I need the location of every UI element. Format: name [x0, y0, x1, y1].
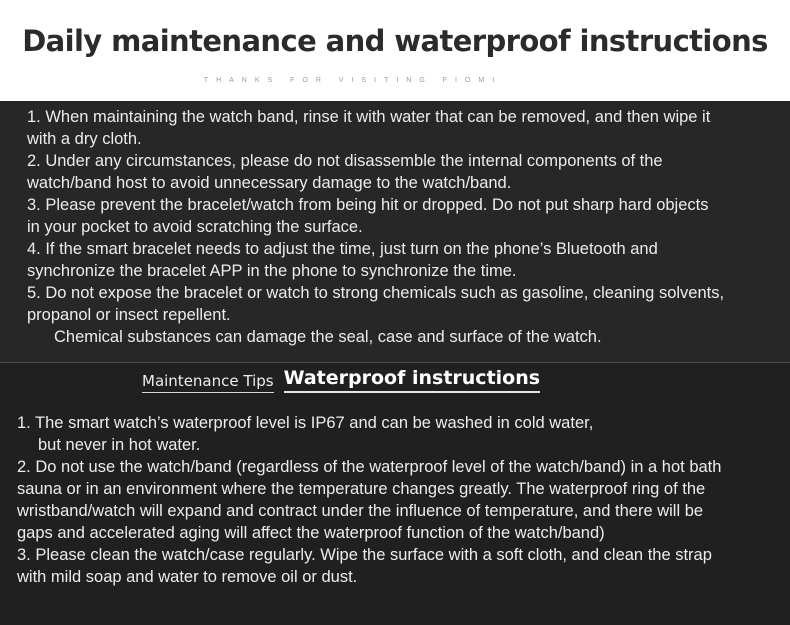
waterproof-line: 3. Please clean the watch/case regularly. Wipe the surface with a soft cloth, and clean the strap — [17, 546, 712, 564]
waterproof-section — [0, 362, 790, 625]
waterproof-line: but never in hot water. — [38, 436, 201, 454]
maintenance-line: 3. Please prevent the bracelet/watch from being hit or dropped. Do not put sharp hard objects — [27, 196, 709, 214]
waterproof-line: sauna or in an environment where the temperature changes greatly. The waterproof ring of the — [17, 480, 706, 498]
section-tabs — [142, 366, 540, 393]
maintenance-line: propanol or insect repellent. — [27, 306, 231, 324]
maintenance-line: 2. Under any circumstances, please do not disassemble the internal components of the — [27, 152, 663, 170]
maintenance-line: 1. When maintaining the watch band, rinse it with water that can be removed, and then wipe it — [27, 108, 711, 126]
waterproof-line: wristband/watch will expand and contract under the influence of temperature, and there will be — [17, 502, 704, 520]
maintenance-line: 4. If the smart bracelet needs to adjust the time, just turn on the phone’s Bluetooth and — [27, 240, 658, 258]
tab-maintenance-tips[interactable]: Maintenance Tips — [142, 371, 274, 393]
page-title: Daily maintenance and waterproof instructions — [22, 24, 768, 58]
maintenance-line: watch/band host to avoid unnecessary damage to the watch/band. — [27, 174, 512, 192]
waterproof-text — [17, 412, 721, 588]
maintenance-line: Chemical substances can damage the seal, case and surface of the watch. — [54, 328, 602, 346]
page-subtitle: THANKS FOR VISITING FIOMI — [203, 77, 503, 84]
waterproof-line: 2. Do not use the watch/band (regardless of the waterproof level of the watch/band) in a hot bath — [17, 458, 722, 476]
maintenance-section — [0, 101, 790, 362]
waterproof-line: gaps and accelerated aging will affect the waterproof function of the watch/band) — [17, 524, 605, 542]
maintenance-line: with a dry cloth. — [27, 130, 142, 148]
waterproof-line: with mild soap and water to remove oil or dust. — [17, 568, 358, 586]
tab-waterproof-instructions[interactable]: Waterproof instructions — [284, 366, 540, 393]
maintenance-line: synchronize the bracelet APP in the phone to synchronize the time. — [27, 262, 517, 280]
maintenance-text — [27, 106, 724, 348]
header-banner — [0, 0, 790, 101]
maintenance-line: in your pocket to avoid scratching the surface. — [27, 218, 363, 236]
waterproof-line: 1. The smart watch’s waterproof level is IP67 and can be washed in cold water, — [17, 414, 594, 432]
maintenance-line: 5. Do not expose the bracelet or watch to strong chemicals such as gasoline, cleaning solvents, — [27, 284, 725, 302]
